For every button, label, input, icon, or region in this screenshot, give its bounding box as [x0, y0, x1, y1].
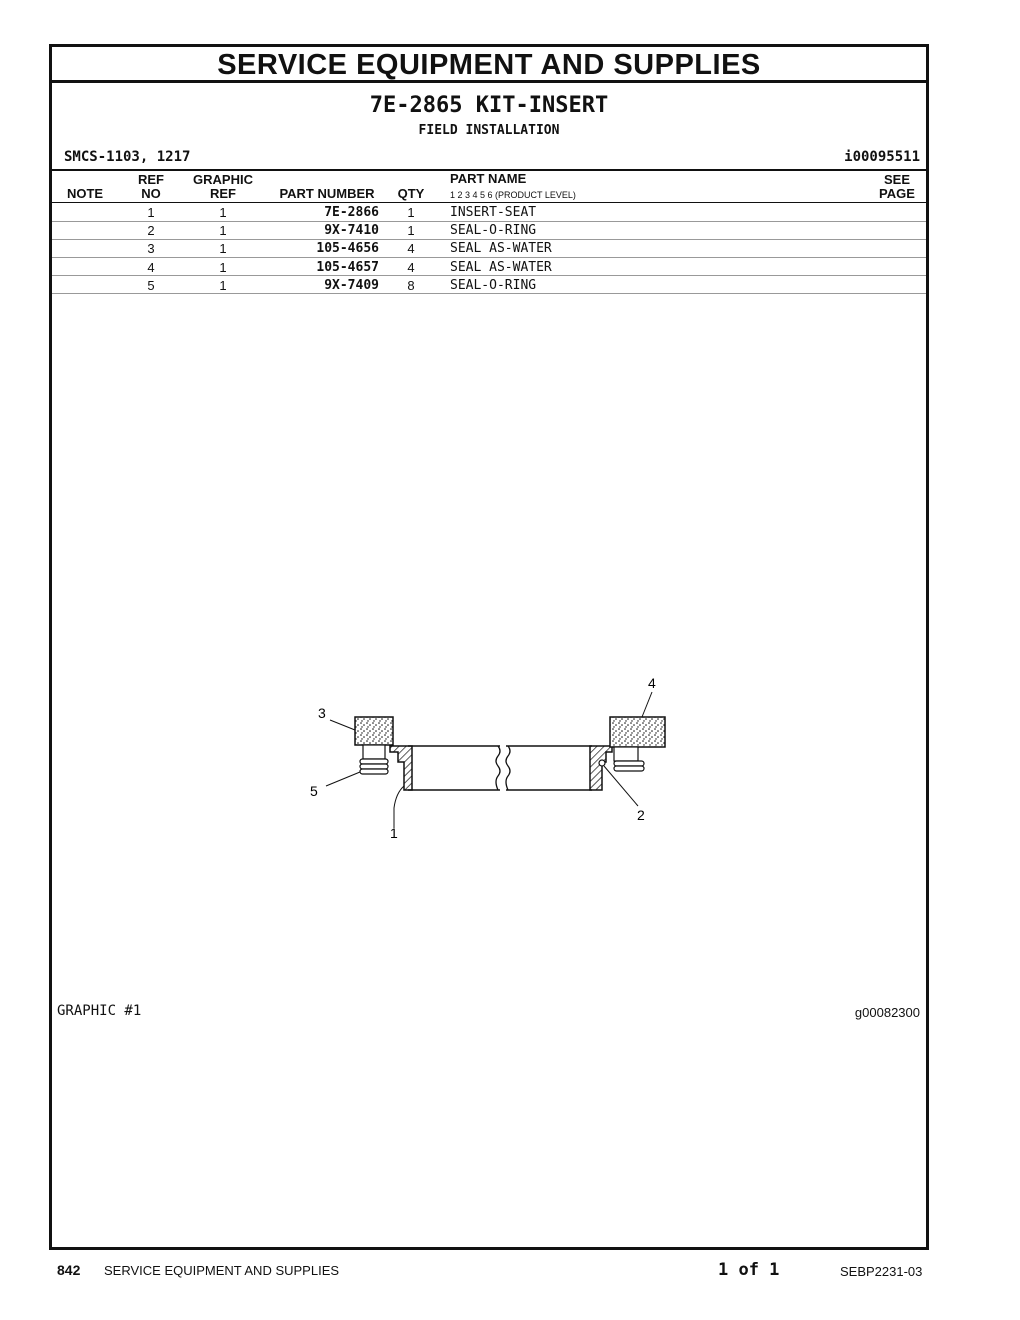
- part-number: 9X-7410: [324, 223, 379, 238]
- callout-5: 5: [310, 783, 318, 799]
- qty: 1: [407, 223, 415, 238]
- qty: 1: [407, 205, 415, 220]
- col-see-top: SEE: [883, 172, 910, 187]
- part-number: 9X-7409: [324, 278, 379, 293]
- right-flange: [590, 746, 612, 790]
- col-note: NOTE: [66, 186, 104, 201]
- table-row: [52, 239, 926, 257]
- col-ref-bottom: NO: [141, 186, 161, 201]
- graphic-ref: 1: [219, 260, 227, 275]
- part-name: SEAL-O-RING: [450, 223, 537, 238]
- seal-stem-left: [363, 745, 385, 759]
- qty: 4: [407, 241, 415, 256]
- ref-no: 4: [147, 260, 155, 275]
- graphic-id: g00082300: [854, 1005, 920, 1020]
- part-number: 105-4656: [316, 241, 379, 256]
- col-see-bottom: PAGE: [879, 186, 915, 201]
- qty: 4: [407, 260, 415, 275]
- page-count: 1 of 1: [718, 1260, 780, 1280]
- col-ref-top: REF: [138, 172, 164, 187]
- graphic-caption: GRAPHIC #1: [57, 1003, 142, 1019]
- col-part-name: PART NAME: [450, 171, 527, 186]
- o-ring-right: [614, 761, 644, 771]
- callout-3: 3: [318, 705, 326, 721]
- kit-subtitle: FIELD INSTALLATION: [418, 123, 560, 138]
- part-number: 105-4657: [316, 260, 379, 275]
- graphic-ref: 1: [219, 205, 227, 220]
- graphic-ref: 1: [219, 278, 227, 293]
- ref-no: 5: [147, 278, 155, 293]
- col-graphic-bottom: REF: [210, 186, 236, 201]
- ref-no: 2: [147, 223, 155, 238]
- part-name: SEAL AS-WATER: [450, 241, 552, 256]
- col-qty: QTY: [397, 186, 425, 201]
- document-id: SEBP2231-03: [840, 1264, 923, 1279]
- col-part-number: PART NUMBER: [279, 186, 375, 201]
- part-name: INSERT-SEAT: [450, 205, 537, 220]
- seal-stem-right: [614, 747, 638, 761]
- footer-section: SERVICE EQUIPMENT AND SUPPLIES: [104, 1263, 340, 1278]
- col-graphic-top: GRAPHIC: [193, 172, 253, 187]
- o-ring-left: [360, 759, 388, 774]
- callout-4: 4: [648, 675, 656, 691]
- callout-1: 1: [390, 825, 398, 841]
- ref-no: 3: [147, 241, 155, 256]
- row-divider: [52, 293, 926, 294]
- smcs-code: SMCS-1103, 1217: [64, 149, 191, 165]
- part-name: SEAL AS-WATER: [450, 260, 552, 275]
- page-frame: [49, 44, 929, 1250]
- o-ring-insert: [599, 760, 605, 766]
- left-flange: [390, 746, 412, 790]
- info-id: i00095511: [844, 149, 920, 165]
- water-seal-right: [610, 717, 665, 747]
- product-level-scale: 1 2 3 4 5 6 (PRODUCT LEVEL): [450, 190, 576, 200]
- part-number: 7E-2866: [324, 205, 379, 220]
- table-row: [52, 276, 926, 294]
- graphic-ref: 1: [219, 241, 227, 256]
- insert-kit-illustration: [300, 668, 680, 848]
- kit-title: 7E-2865 KIT-INSERT: [369, 93, 609, 118]
- page-title: SERVICE EQUIPMENT AND SUPPLIES: [52, 47, 926, 83]
- callout-2: 2: [637, 807, 645, 823]
- table-row: [52, 203, 926, 221]
- graphic-ref: 1: [219, 223, 227, 238]
- table-row: [52, 258, 926, 276]
- ref-no: 1: [147, 205, 155, 220]
- qty: 8: [407, 278, 415, 293]
- water-seal-left: [355, 717, 393, 745]
- insert-seat-body: [408, 746, 592, 790]
- page-number: 842: [57, 1262, 81, 1278]
- part-name: SEAL-O-RING: [450, 278, 537, 293]
- table-row: [52, 221, 926, 239]
